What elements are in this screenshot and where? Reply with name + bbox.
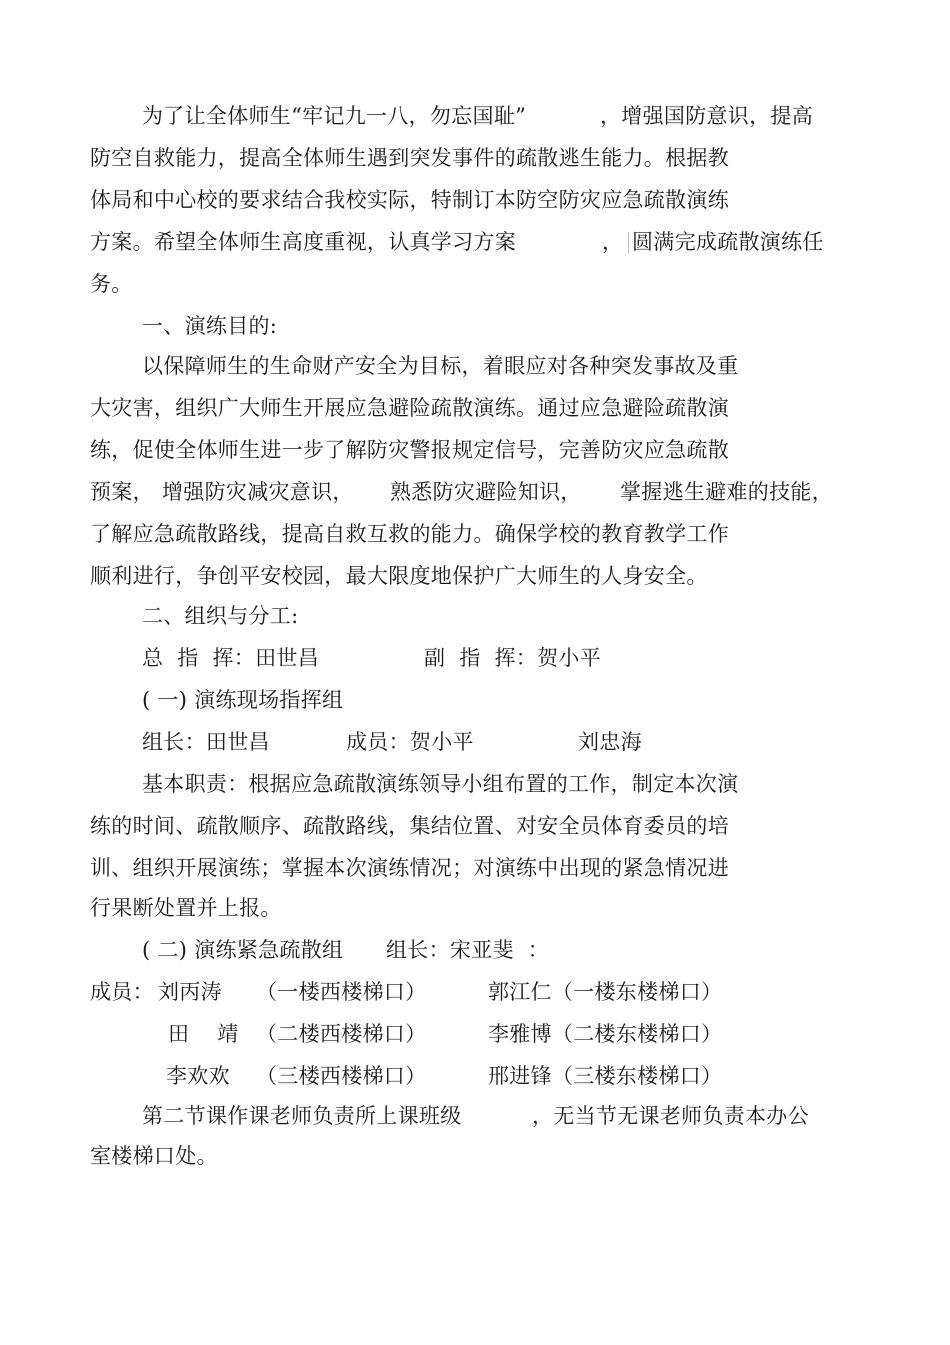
section-1-text: 熟悉防灾避险知识， <box>390 480 582 504</box>
member-name: 李欢欢 <box>166 1064 230 1088</box>
intro-line-2: 防空自救能力，提高全体师生遇到突发事件的疏散逃生能力。根据教 <box>90 146 729 170</box>
section-1-line: 了解应急疏散路线，提高自救互救的能力。确保学校的教育教学工作 <box>90 522 729 546</box>
member-location: （一楼西楼梯口） <box>256 980 427 1004</box>
member-location: （三楼西楼梯口） <box>256 1064 427 1088</box>
group-2-leader: 组长：宋亚斐 ： <box>386 938 550 962</box>
duty-line: 行果断处置并上报。 <box>90 896 282 920</box>
group-1-members: 成员：贺小平 <box>346 730 474 754</box>
intro-text: 方案。希望全体师生高度重视，认真学习方案 <box>90 230 516 254</box>
member-name: 田 靖 <box>168 1022 239 1046</box>
intro-text: ， <box>602 230 624 254</box>
intro-line-5: 务。 <box>90 272 133 296</box>
section-2-heading: 二、组织与分工: <box>142 604 299 628</box>
section-1-line: 大灾害，组织广大师生开展应急避险疏散演练。通过应急避险疏散演 <box>90 396 729 420</box>
note-line: 室楼梯口处。 <box>90 1144 218 1168</box>
duty-line: 训、组织开展演练；掌握本次演练情况；对演练中出现的紧急情况进 <box>90 856 729 880</box>
member-name: 刘丙涛 <box>158 980 222 1004</box>
intro-text: 为了让全体师生“牢记九一八，勿忘国耻” <box>142 104 527 128</box>
text-cursor-mark <box>628 232 629 254</box>
intro-text: 圆满完成疏散演练任 <box>632 230 824 254</box>
chief-commander: 总 指 挥：田世昌 <box>142 646 320 670</box>
section-1-line: 以保障师生的生命财产安全为目标，着眼应对各种突发事故及重 <box>142 354 739 378</box>
members-label: 成员： <box>90 980 154 1004</box>
member-name-location: 邢进锋（三楼东楼梯口） <box>488 1064 723 1088</box>
section-1-line: 练，促使全体师生进一步了解防灾警报规定信号，完善防灾应急疏散 <box>90 438 729 462</box>
member-name-location: 郭江仁（一楼东楼梯口） <box>488 980 723 1004</box>
deputy-commander: 副 指 挥：贺小平 <box>424 646 602 670</box>
member-name-location: 李雅博（二楼东楼梯口） <box>488 1022 723 1046</box>
note-text: 第二节课作课老师负责所上课班级 <box>142 1104 462 1128</box>
group-1-member: 刘忠海 <box>578 730 642 754</box>
duty-line: 练的时间、疏散顺序、疏散路线，集结位置、对安全员体育委员的培 <box>90 814 729 838</box>
group-1-leader: 组长：田世昌 <box>142 730 270 754</box>
section-1-heading: 一、演练目的: <box>142 314 278 338</box>
section-1-text: 预案， <box>90 480 154 504</box>
intro-line-3: 体局和中心校的要求结合我校实际，特制订本防空防灾应急疏散演练 <box>90 188 729 212</box>
duty-line: 基本职责：根据应急疏散演练领导小组布置的工作，制定本次演 <box>142 772 739 796</box>
section-1-line: 顺利进行，争创平安校园，最大限度地保护广大师生的人身安全。 <box>90 564 708 588</box>
section-1-text: 增强防灾减灾意识， <box>162 480 354 504</box>
intro-text: ，增强国防意识，提高 <box>600 104 813 128</box>
group-2-title: ( 二) 演练紧急疏散组 <box>142 938 344 962</box>
group-1-title: ( 一) 演练现场指挥组 <box>142 688 344 712</box>
section-1-text: 掌握逃生避难的技能， <box>620 480 833 504</box>
note-text: ，无当节无课老师负责本办公 <box>532 1104 809 1128</box>
member-location: （二楼西楼梯口） <box>256 1022 427 1046</box>
